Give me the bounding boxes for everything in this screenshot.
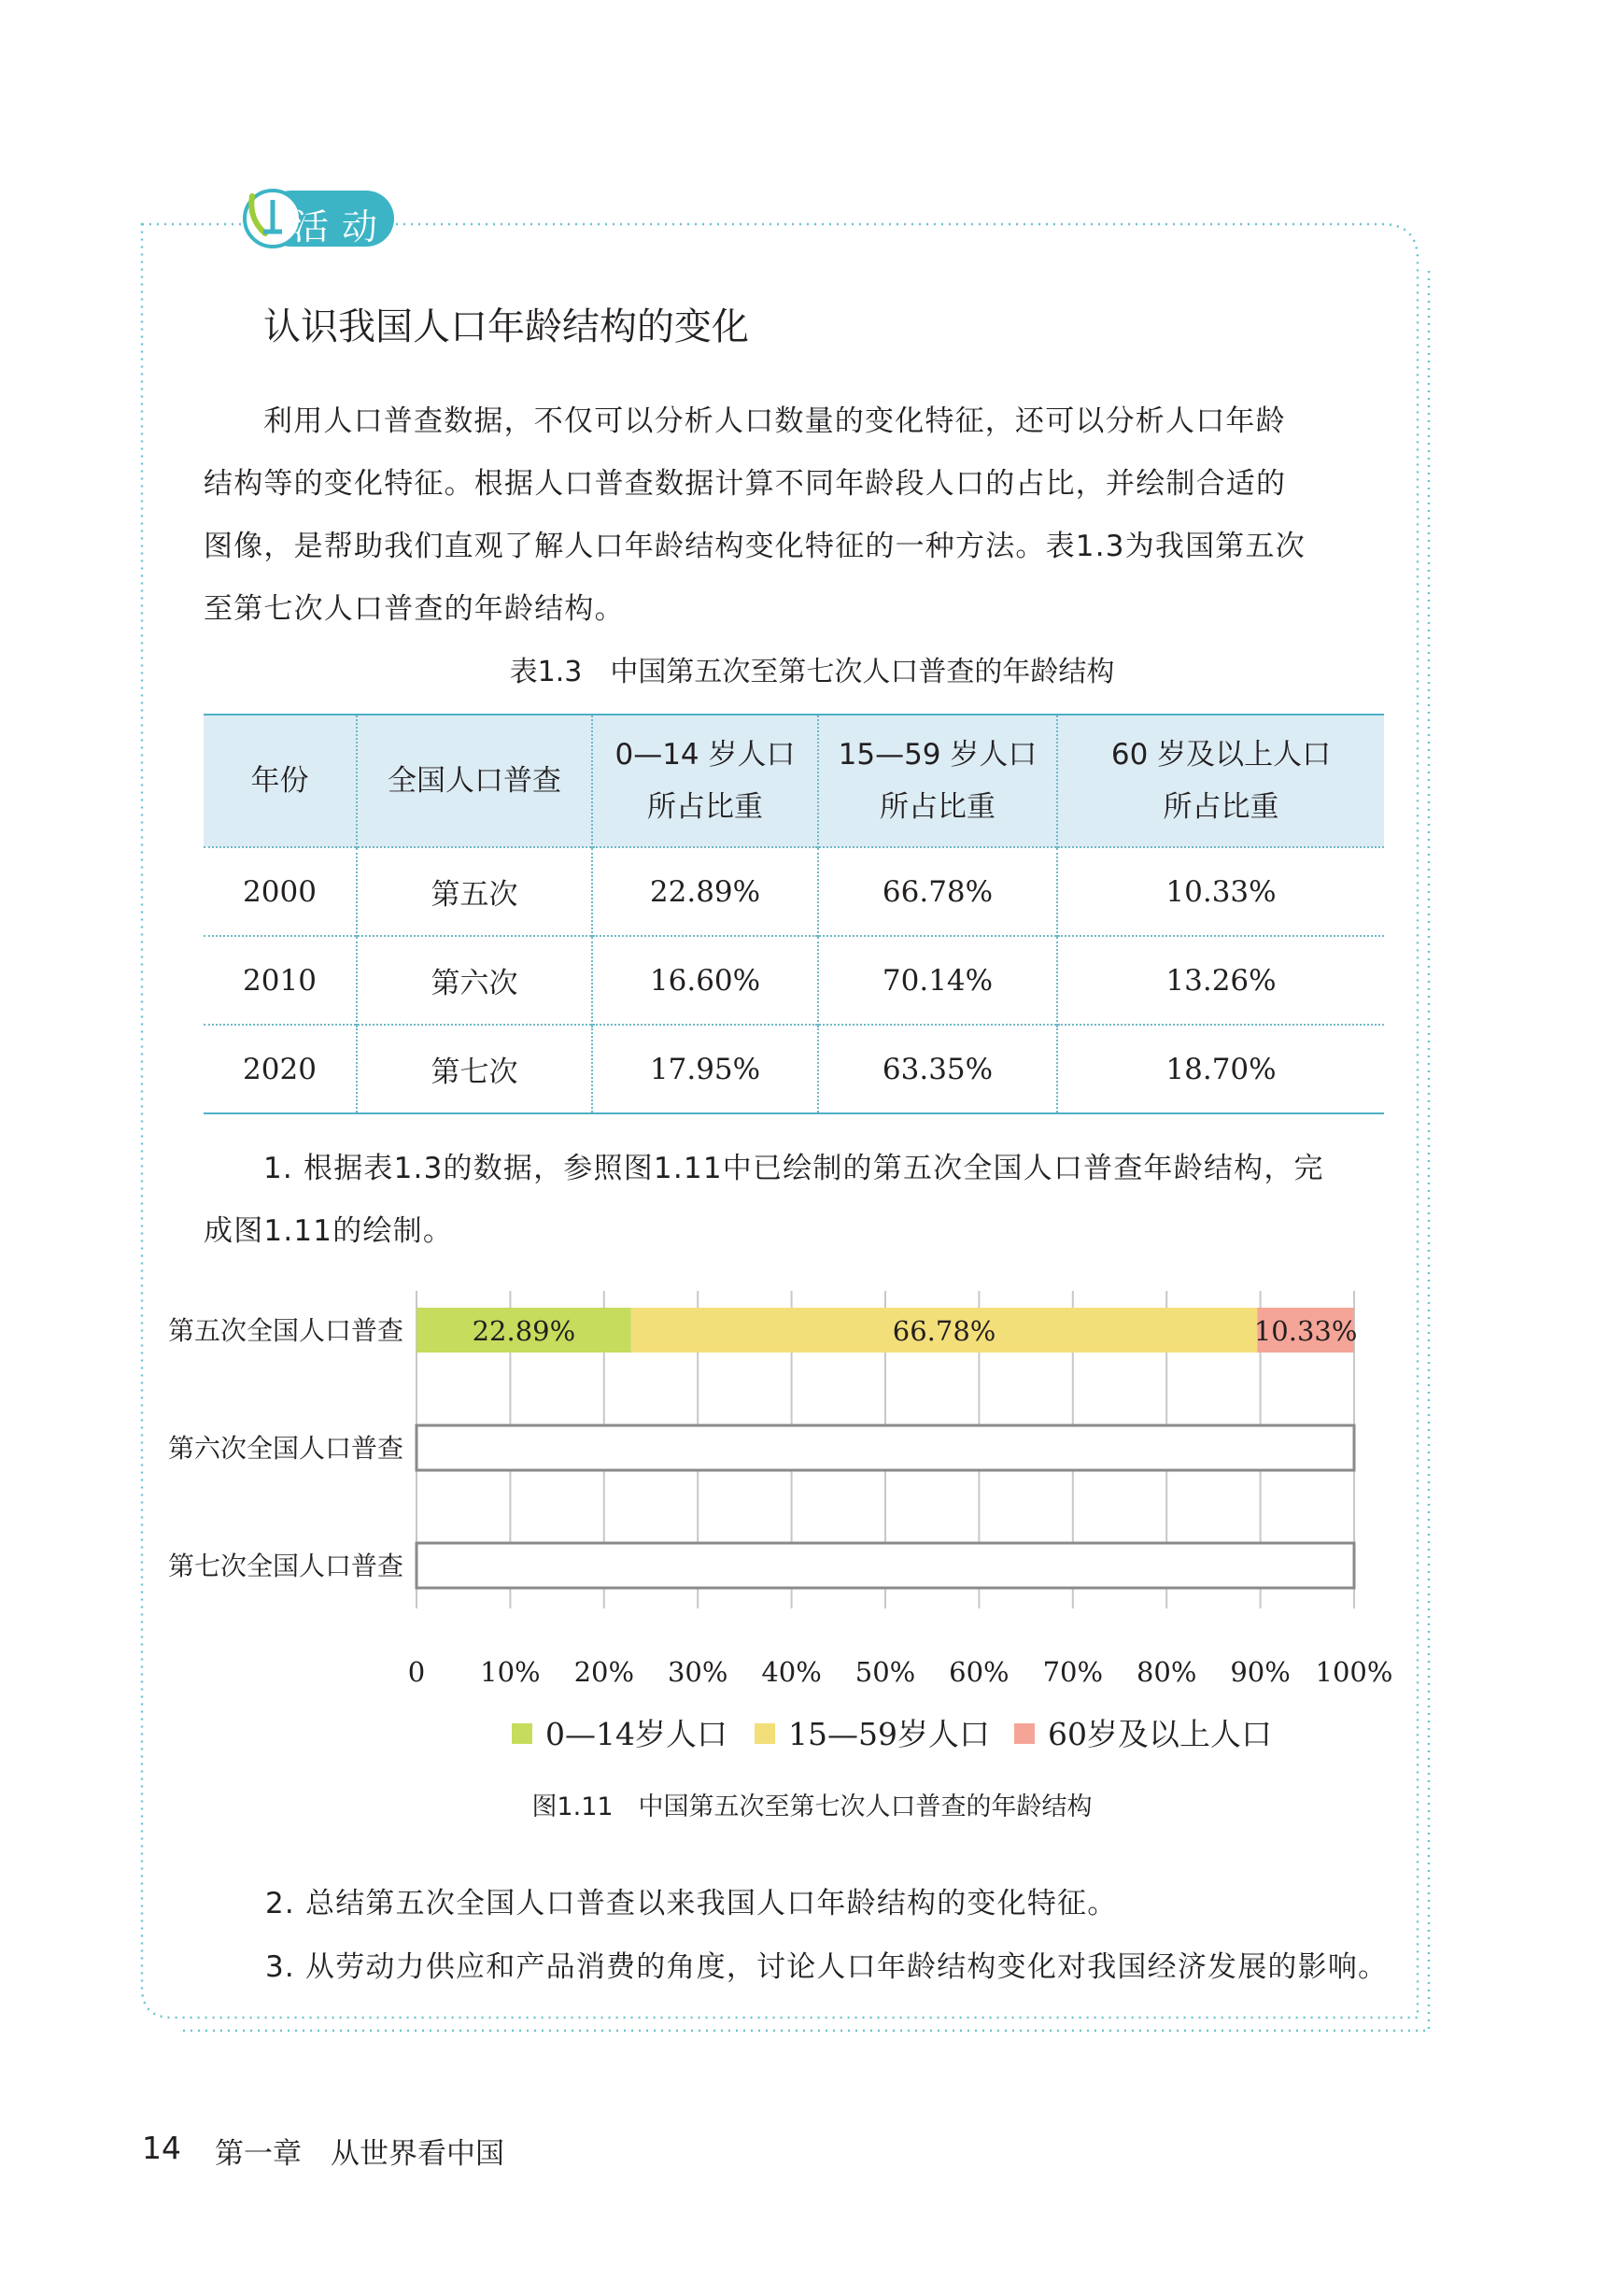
x-tick-label: 90%: [1230, 1656, 1291, 1688]
header-age-0-14: 0—14 岁人口 所占比重: [592, 715, 818, 847]
cell-share: 66.78%: [818, 847, 1057, 936]
question-3: 3. 从劳动力供应和产品消费的角度，讨论人口年龄结构变化对我国经济发展的影响。: [265, 1950, 1389, 1984]
intro-line-3: 图像，是帮助我们直观了解人口年龄结构变化特征的一种方法。表1.3为我国第五次: [204, 530, 1306, 563]
x-tick-label: 60%: [949, 1656, 1010, 1688]
header-age-60-plus: 60 岁及以上人口 所占比重: [1057, 715, 1384, 847]
x-tick-label: 100%: [1315, 1656, 1393, 1688]
cell-year: 2000: [204, 847, 357, 936]
cell-share: 22.89%: [592, 847, 818, 936]
activity-label: 活动: [293, 206, 391, 248]
chapter-title: 第一章 从世界看中国: [215, 2137, 504, 2171]
x-tick-label: 80%: [1136, 1656, 1197, 1688]
legend-label: 60岁及以上人口: [1048, 1716, 1272, 1752]
question-2: 2. 总结第五次全国人口普查以来我国人口年龄结构的变化特征。: [265, 1887, 1118, 1920]
cell-census: 第七次: [357, 1025, 592, 1113]
table-caption: 表1.3 中国第五次至第七次人口普查的年龄结构: [509, 656, 1115, 688]
cell-share: 70.14%: [818, 936, 1057, 1025]
x-tick-label: 30%: [667, 1656, 728, 1688]
legend-swatch: [1014, 1723, 1035, 1744]
question1-line-2: 成图1.11的绘制。: [204, 1214, 454, 1248]
bar-data-label: 66.78%: [892, 1315, 996, 1347]
legend-label: 15—59岁人口: [788, 1716, 990, 1752]
x-tick-label: 20%: [573, 1656, 635, 1688]
cell-share: 63.35%: [818, 1025, 1057, 1113]
header-census: 全国人口普查: [357, 715, 592, 847]
activity-heading: 认识我国人口年龄结构的变化: [263, 305, 749, 348]
cell-year: 2010: [204, 936, 357, 1025]
x-tick-label: 10%: [480, 1656, 541, 1688]
question1-line-1: 1. 根据表1.3的数据，参照图1.11中已绘制的第五次全国人口普查年龄结构，完: [263, 1152, 1324, 1185]
y-category-label: 第六次全国人口普查: [167, 1433, 403, 1464]
cell-share: 13.26%: [1057, 936, 1384, 1025]
cell-share: 10.33%: [1057, 847, 1384, 936]
empty-bar-outline: [417, 1425, 1354, 1470]
cell-census: 第五次: [357, 847, 592, 936]
x-tick-label: 50%: [854, 1656, 916, 1688]
legend-label: 0—14岁人口: [545, 1716, 727, 1752]
intro-line-2: 结构等的变化特征。根据人口普查数据计算不同年龄段人口的占比，并绘制合适的: [204, 467, 1287, 501]
legend-swatch: [512, 1723, 532, 1744]
cell-census: 第六次: [357, 936, 592, 1025]
bar-data-label: 22.89%: [472, 1315, 576, 1347]
bar-data-label: 10.33%: [1253, 1315, 1358, 1347]
y-category-label: 第五次全国人口普查: [167, 1315, 403, 1346]
x-tick-label: 40%: [761, 1656, 822, 1688]
x-tick-label: 0: [407, 1656, 426, 1688]
cell-share: 16.60%: [592, 936, 818, 1025]
cell-share: 17.95%: [592, 1025, 818, 1113]
x-tick-label: 70%: [1042, 1656, 1104, 1688]
cell-year: 2020: [204, 1025, 357, 1113]
intro-line-1: 利用人口普查数据，不仅可以分析人口数量的变化特征，还可以分析人口年龄: [263, 404, 1286, 438]
legend-swatch: [755, 1723, 775, 1744]
page-number: 14: [142, 2130, 181, 2166]
intro-line-4: 至第七次人口普查的年龄结构。: [204, 592, 625, 626]
header-age-15-59: 15—59 岁人口 所占比重: [818, 715, 1057, 847]
y-category-label: 第七次全国人口普查: [167, 1551, 403, 1581]
header-year: 年份: [204, 715, 357, 847]
figure-caption: 图1.11 中国第五次至第七次人口普查的年龄结构: [531, 1792, 1093, 1821]
empty-bar-outline: [417, 1543, 1354, 1588]
cell-share: 18.70%: [1057, 1025, 1384, 1113]
